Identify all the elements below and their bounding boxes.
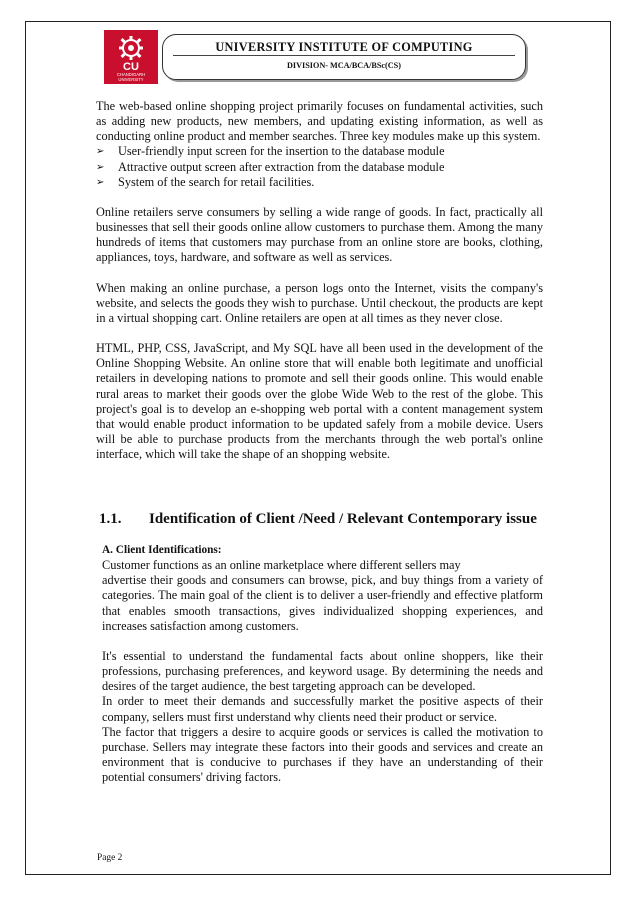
- header-subtitle: DIVISION- MCA/BCA/BSc(CS): [287, 61, 401, 70]
- arrow-bullet-icon: ➢: [96, 161, 105, 173]
- retailers-paragraph: Online retailers serve consumers by selling a wide range of goods. In fact, practically all businesses that sell their goods online allow customers to purchase them. Among the many hundreds of items that customers may purchase from an online store are books, clothing, appliances, toys, hardware, and software as well as services.: [96, 204, 543, 265]
- client-subheading: A. Client Identifications:: [102, 544, 222, 556]
- page-number: Page 2: [97, 853, 123, 863]
- university-logo: [104, 30, 158, 84]
- logo-text-main: CU: [123, 61, 139, 73]
- arrow-bullet-icon: ➢: [96, 176, 105, 188]
- header-banner: [162, 34, 526, 80]
- module-list: [96, 144, 543, 189]
- sellers-paragraph: In order to meet their demands and successfully market the positive aspects of their company, sellers must first understand why clients need their product or service.: [102, 694, 543, 724]
- list-item: [96, 160, 543, 175]
- client-paragraph-line1: Customer functions as an online marketplace where different sellers may: [102, 558, 461, 573]
- intro-content: [96, 99, 543, 477]
- section-heading: [99, 511, 537, 528]
- arrow-bullet-icon: ➢: [96, 146, 105, 158]
- section-content: [102, 543, 543, 785]
- list-item-text: User-friendly input screen for the insertion to the database module: [118, 144, 445, 159]
- list-item: [96, 175, 543, 190]
- purchase-paragraph: When making an online purchase, a person logs onto the Internet, visits the company's website, and selects the goods they wish to purchase. Until checkout, the products are kept in a virtual shopping cart. Online retailers are open at all times as they never close.: [96, 280, 543, 325]
- section-number: 1.1.: [99, 511, 122, 527]
- client-paragraph: [102, 558, 543, 634]
- client-paragraph-rest: advertise their goods and consumers can browse, pick, and buy things from a variety of categories. The main goal of the client is to deliver a user-friendly and effective platform that enables smooth transactions, gives individualized shopping experiences, and increases satisfaction among customers.: [102, 573, 543, 633]
- logo-text-sub1: CHANDIGARH: [116, 72, 146, 77]
- header-title: UNIVERSITY INSTITUTE OF COMPUTING: [215, 40, 473, 54]
- section-title: Identification of Client /Need / Relevant Contemporary issue: [149, 511, 537, 527]
- header-divider: [173, 55, 515, 56]
- technology-paragraph: HTML, PHP, CSS, JavaScript, and My SQL have all been used in the development of the Online Shopping Website. An online store that will enable both legitimate and unofficial retailers in developing nations to promote and sell their goods online. This would enable rural areas to market their goods over the globe Wide Web to the rest of the globe. This project's goal is to develop an e-shopping web portal with a content management system that would enable product information to be updated safely from a mobile device. Users will be able to purchase products from the merchants through the web portal's online interface, which will take the shape of an shopping website.: [96, 341, 543, 462]
- motivation-paragraph: The factor that triggers a desire to acquire goods or services is called the motivation to purchase. Sellers may integrate these factors into their goods and services and create an environment that is conducive to purchases if they have an understanding of their potential consumers' driving factors.: [102, 724, 543, 785]
- list-item-text: System of the search for retail facilities.: [118, 174, 315, 189]
- shoppers-paragraph: It's essential to understand the fundamental facts about online shoppers, like their professions, purchasing preferences, and keyword usage. By determining the needs and desires of the target audience, the best targeting approach can be developed.: [102, 648, 543, 694]
- logo-text-sub2: UNIVERSITY: [118, 77, 144, 82]
- list-item: [96, 144, 543, 159]
- list-item-text: Attractive output screen after extraction from the database module: [118, 159, 445, 174]
- intro-paragraph: The web-based online shopping project primarily focuses on fundamental activities, such as adding new products, new members, and updating existing information, as well as conducting online product and member searches. Three key modules make up this system.: [96, 99, 543, 144]
